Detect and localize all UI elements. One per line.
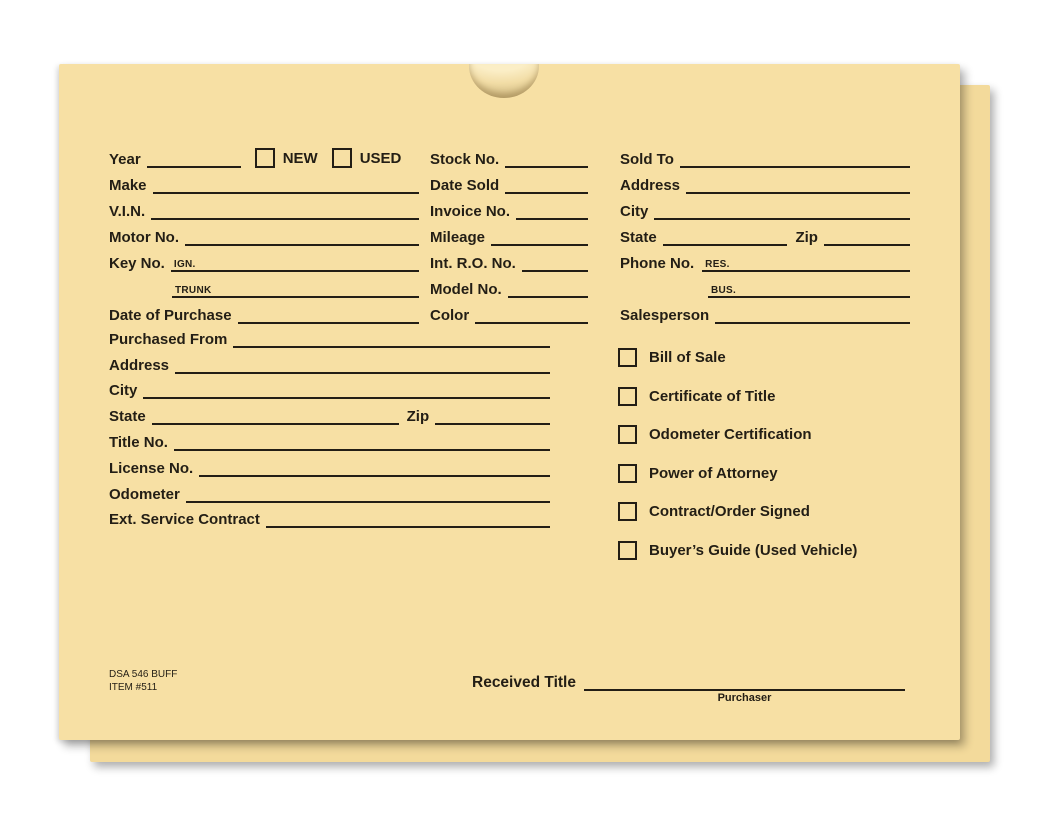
buyer-address-row [620, 168, 910, 194]
vin-label: V.I.N. [109, 203, 146, 220]
license-no-label: License No. [109, 459, 194, 477]
odometer-label: Odometer [109, 485, 180, 503]
used-checkbox[interactable] [332, 148, 352, 168]
phone-res-row [620, 246, 910, 272]
vin-row [109, 194, 419, 220]
sold-to-field-line[interactable] [680, 166, 910, 168]
seller-address-label: Address [109, 356, 170, 374]
phone-bus-field-line[interactable] [708, 285, 910, 298]
odometer-field-line[interactable] [186, 501, 550, 503]
key-no-ign-field-line[interactable] [171, 259, 419, 272]
seller-zip-field-line[interactable] [435, 423, 550, 425]
form-code: DSA 546 BUFF [109, 669, 178, 680]
item-number: ITEM #511 [109, 681, 158, 693]
res-label: RES. [705, 259, 730, 270]
deal-info-column [430, 142, 588, 324]
stock-no-row [430, 142, 588, 168]
seller-city-row [109, 374, 550, 400]
certificate-of-title-item [618, 388, 857, 405]
seller-state-field-line[interactable] [152, 423, 399, 425]
buyer-zip-field-line[interactable] [824, 244, 910, 246]
salesperson-label: Salesperson [620, 307, 710, 324]
buyer-address-field-line[interactable] [686, 192, 910, 194]
contract-order-signed-checkbox[interactable] [618, 502, 637, 521]
new-label: NEW [282, 150, 318, 167]
odometer-row [109, 477, 550, 503]
buyer-address-label: Address [620, 177, 681, 194]
trunk-label: TRUNK [175, 285, 212, 296]
make-label: Make [109, 177, 147, 194]
power-of-attorney-checkbox[interactable] [618, 464, 637, 483]
int-ro-no-label: Int. R.O. No. [430, 255, 516, 272]
seller-state-label: State [109, 408, 146, 426]
sold-to-column [620, 142, 910, 324]
buyer-state-field-line[interactable] [663, 244, 788, 246]
mileage-label: Mileage [430, 229, 486, 246]
date-of-purchase-row [109, 298, 419, 324]
received-title-row [472, 670, 905, 704]
bill-of-sale-label: Bill of Sale [649, 349, 726, 366]
invoice-no-label: Invoice No. [430, 203, 511, 220]
make-row [109, 168, 419, 194]
stock-no-label: Stock No. [430, 151, 500, 168]
new-checkbox[interactable] [255, 148, 275, 168]
purchased-from-label: Purchased From [109, 330, 228, 348]
bus-label: BUS. [711, 285, 737, 296]
int-ro-no-field-line[interactable] [522, 270, 588, 272]
power-of-attorney-label: Power of Attorney [649, 464, 778, 482]
motor-no-field-line[interactable] [185, 244, 419, 246]
motor-no-row [109, 220, 419, 246]
form-code-block [109, 669, 177, 694]
invoice-no-field-line[interactable] [516, 218, 588, 220]
model-no-row [430, 272, 588, 298]
sold-to-label: Sold To [620, 151, 674, 168]
odometer-certification-checkbox[interactable] [618, 425, 637, 444]
buyer-city-label: City [620, 203, 649, 220]
power-of-attorney-item [618, 465, 857, 482]
color-label: Color [430, 307, 470, 324]
salesperson-row [620, 298, 910, 324]
certificate-of-title-checkbox[interactable] [618, 387, 637, 406]
color-row [430, 298, 588, 324]
sold-to-row [620, 142, 910, 168]
salesperson-field-line[interactable] [715, 322, 910, 324]
purchaser-label: Purchaser [717, 692, 772, 704]
buyers-guide-label: Buyer’s Guide (Used Vehicle) [649, 541, 858, 559]
received-title-signature-line[interactable] [584, 689, 905, 704]
make-field-line[interactable] [153, 192, 419, 194]
phone-no-label: Phone No. [620, 255, 695, 272]
mileage-field-line[interactable] [491, 244, 588, 246]
key-no-ign-row [109, 246, 419, 272]
license-no-row [109, 451, 550, 477]
title-no-row [109, 425, 550, 451]
certificate-of-title-label: Certificate of Title [649, 387, 776, 405]
buyer-zip-label: Zip [795, 229, 818, 246]
date-sold-row [430, 168, 588, 194]
year-field-line[interactable] [147, 166, 241, 168]
buyer-city-field-line[interactable] [654, 218, 910, 220]
phone-res-field-line[interactable] [702, 259, 910, 272]
ign-label: IGN. [173, 259, 196, 270]
deal-jacket-envelope [59, 64, 960, 740]
bill-of-sale-checkbox[interactable] [618, 348, 637, 367]
key-no-trunk-field-line[interactable] [172, 285, 419, 298]
int-ro-no-row [430, 246, 588, 272]
motor-no-label: Motor No. [109, 229, 179, 246]
purchased-from-column [109, 322, 550, 528]
date-of-purchase-label: Date of Purchase [109, 307, 232, 324]
buyer-state-label: State [620, 229, 657, 246]
model-no-label: Model No. [430, 281, 502, 298]
purchased-from-field-line[interactable] [233, 346, 550, 348]
bill-of-sale-item [618, 349, 857, 366]
vehicle-info-column [109, 142, 419, 324]
used-label: USED [359, 150, 402, 167]
phone-bus-row [620, 272, 910, 298]
stock-no-field-line[interactable] [505, 166, 588, 168]
vin-field-line[interactable] [151, 218, 419, 220]
buyers-guide-item [618, 542, 857, 559]
buyers-guide-checkbox[interactable] [618, 541, 637, 560]
title-no-label: Title No. [109, 433, 168, 451]
key-no-trunk-row [109, 272, 419, 298]
ext-service-contract-field-line[interactable] [266, 526, 550, 528]
year-label: Year [109, 151, 141, 168]
title-no-field-line[interactable] [174, 449, 550, 451]
date-sold-label: Date Sold [430, 177, 500, 194]
year-row [109, 142, 419, 168]
seller-zip-label: Zip [406, 408, 430, 426]
contract-order-signed-label: Contract/Order Signed [649, 503, 810, 520]
thumb-cut-notch [469, 64, 539, 98]
purchased-from-row [109, 322, 550, 348]
invoice-no-row [430, 194, 588, 220]
seller-address-row [109, 348, 550, 374]
buyer-city-row [620, 194, 910, 220]
contract-order-signed-item [618, 503, 857, 520]
document-checklist [618, 349, 857, 580]
license-no-field-line[interactable] [199, 475, 550, 477]
model-no-field-line[interactable] [508, 296, 588, 298]
ext-service-contract-label: Ext. Service Contract [109, 511, 260, 529]
seller-address-field-line[interactable] [175, 372, 550, 374]
ext-service-contract-row [109, 503, 550, 529]
date-sold-field-line[interactable] [505, 192, 588, 194]
odometer-certification-label: Odometer Certification [649, 426, 812, 443]
seller-city-label: City [109, 382, 138, 400]
received-title-label: Received Title [472, 674, 576, 691]
mileage-row [430, 220, 588, 246]
seller-city-field-line[interactable] [143, 397, 550, 399]
key-no-label: Key No. [109, 255, 165, 272]
odometer-certification-item [618, 426, 857, 443]
seller-state-zip-row [109, 399, 550, 425]
buyer-state-zip-row [620, 220, 910, 246]
